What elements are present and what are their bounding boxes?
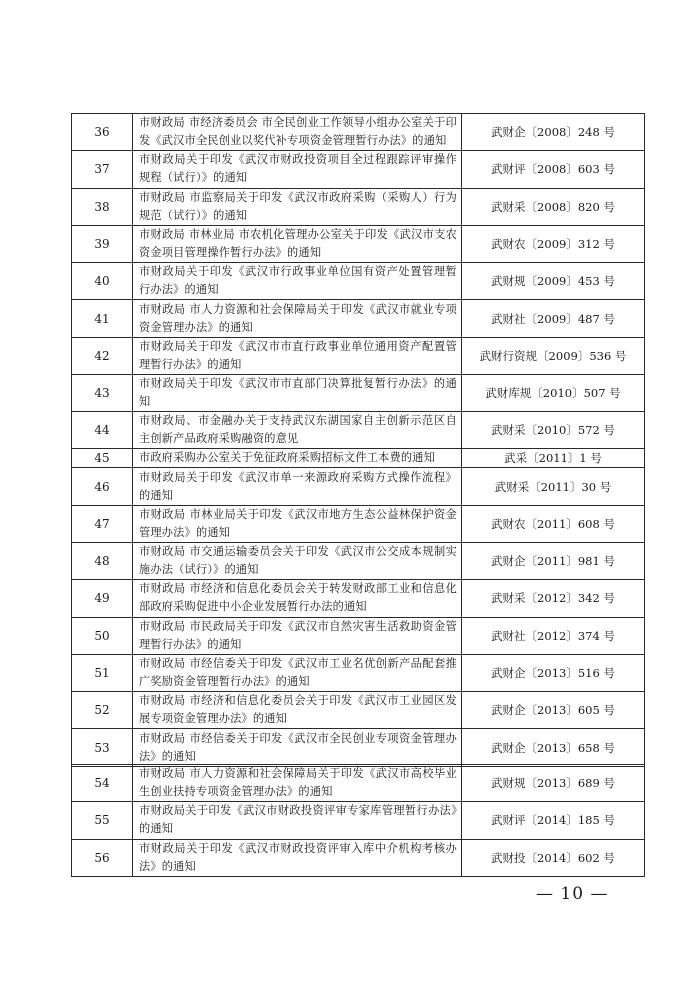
document-title: 市财政局 市经信委关于印发《武汉市工业名优创新产品配套推广奖励资金管理暂行办法》的通知: [133, 654, 462, 691]
document-code: 武财农〔2009〕312 号: [462, 225, 645, 262]
document-code: 武财评〔2008〕603 号: [462, 151, 645, 188]
document-table-bottom: [71, 764, 645, 877]
table-row: [72, 468, 645, 505]
row-number: 56: [72, 839, 133, 876]
row-number: 38: [72, 188, 133, 225]
document-code: 武财采〔2011〕30 号: [462, 468, 645, 505]
document-code: 武财采〔2012〕342 号: [462, 580, 645, 617]
row-number: 44: [72, 412, 133, 449]
document-code: 武财行资规〔2009〕536 号: [462, 337, 645, 374]
document-title: 市财政局、市金融办关于支持武汉东湖国家自主创新示范区自主创新产品政府采购融资的意见: [133, 412, 462, 449]
document-title: 市财政局关于印发《武汉市行政事业单位国有资产处置管理暂行办法》的通知: [133, 263, 462, 300]
row-number: 50: [72, 617, 133, 654]
document-title: 市财政局 市民政局关于印发《武汉市自然灾害生活救助资金管理暂行办法》的通知: [133, 617, 462, 654]
row-number: 48: [72, 542, 133, 579]
document-code: 武财评〔2014〕185 号: [462, 802, 645, 839]
document-code: 武财企〔2011〕981 号: [462, 542, 645, 579]
document-title: 市政府采购办公室关于免征政府采购招标文件工本费的通知: [133, 449, 462, 468]
table-row: [72, 654, 645, 691]
document-code: 武财农〔2011〕608 号: [462, 505, 645, 542]
row-number: 47: [72, 505, 133, 542]
document-code: 武财规〔2013〕689 号: [462, 765, 645, 802]
document-code: 武财库规〔2010〕507 号: [462, 375, 645, 412]
table-row: [72, 580, 645, 617]
document-code: 武财投〔2014〕602 号: [462, 839, 645, 876]
table-row: [72, 188, 645, 225]
document-title: 市财政局关于印发《武汉市单一来源政府采购方式操作流程》的通知: [133, 468, 462, 505]
row-number: 45: [72, 449, 133, 468]
row-number: 49: [72, 580, 133, 617]
document-title: 市财政局 市经济委员会 市全民创业工作领导小组办公室关于印发《武汉市全民创业以奖代补专项资金管理暂行办法》的通知: [133, 114, 462, 151]
document-title: 市财政局关于印发《武汉市市直部门决算批复暂行办法》的通知: [133, 375, 462, 412]
row-number: 53: [72, 729, 133, 766]
page-number: — 10 —: [536, 884, 609, 904]
table-row: [72, 692, 645, 729]
document-code: 武财采〔2010〕572 号: [462, 412, 645, 449]
row-number: 40: [72, 263, 133, 300]
document-code: 武财企〔2013〕516 号: [462, 654, 645, 691]
document-code: 武财采〔2008〕820 号: [462, 188, 645, 225]
document-title: 市财政局 市林业局 市农机化管理办公室关于印发《武汉市支农资金项目管理操作暂行办法》的通知: [133, 225, 462, 262]
document-title: 市财政局 市人力资源和社会保障局关于印发《武汉市高校毕业生创业扶持专项资金管理办法》的通知: [133, 765, 462, 802]
document-code: 武采〔2011〕1 号: [462, 449, 645, 468]
row-number: 36: [72, 114, 133, 151]
document-title: 市财政局 市监察局关于印发《武汉市政府采购（采购人）行为规范（试行）》的通知: [133, 188, 462, 225]
table-row: [72, 542, 645, 579]
document-table-top: [71, 113, 645, 767]
row-number: 52: [72, 692, 133, 729]
row-number: 54: [72, 765, 133, 802]
table-row: [72, 300, 645, 337]
document-code: 武财规〔2009〕453 号: [462, 263, 645, 300]
table-row: [72, 765, 645, 802]
table-row: [72, 449, 645, 468]
row-number: 55: [72, 802, 133, 839]
document-code: 武财社〔2012〕374 号: [462, 617, 645, 654]
document-title: 市财政局关于印发《武汉市财政投资评审入库中介机构考核办法》的通知: [133, 839, 462, 876]
table-row: [72, 617, 645, 654]
document-title: 市财政局关于印发《武汉市财政投资评审专家库管理暂行办法》的通知: [133, 802, 462, 839]
document-title: 市财政局 市经济和信息化委员会关于转发财政部工业和信息化部政府采购促进中小企业发展暂行办法的通知: [133, 580, 462, 617]
table-row: [72, 839, 645, 876]
table-row: [72, 505, 645, 542]
row-number: 41: [72, 300, 133, 337]
document-code: 武财社〔2009〕487 号: [462, 300, 645, 337]
document-title: 市财政局 市经信委关于印发《武汉市全民创业专项资金管理办法》的通知: [133, 729, 462, 766]
row-number: 43: [72, 375, 133, 412]
row-number: 39: [72, 225, 133, 262]
document-code: 武财企〔2008〕248 号: [462, 114, 645, 151]
document-title: 市财政局 市人力资源和社会保障局关于印发《武汉市就业专项资金管理办法》的通知: [133, 300, 462, 337]
table-row: [72, 263, 645, 300]
table-row: [72, 114, 645, 151]
row-number: 42: [72, 337, 133, 374]
table-row: [72, 337, 645, 374]
document-title: 市财政局 市经济和信息化委员会关于印发《武汉市工业园区发展专项资金管理办法》的通知: [133, 692, 462, 729]
table-row: [72, 412, 645, 449]
document-title: 市财政局关于印发《武汉市财政投资项目全过程跟踪评审操作规程（试行）》的通知: [133, 151, 462, 188]
document-title: 市财政局 市交通运输委员会关于印发《武汉市公交成本规制实施办法（试行）》的通知: [133, 542, 462, 579]
table-row: [72, 802, 645, 839]
row-number: 46: [72, 468, 133, 505]
table-row: [72, 375, 645, 412]
table-row: [72, 225, 645, 262]
document-title: 市财政局 市林业局关于印发《武汉市地方生态公益林保护资金管理办法》的通知: [133, 505, 462, 542]
document-title: 市财政局关于印发《武汉市市直行政事业单位通用资产配置管理暂行办法》的通知: [133, 337, 462, 374]
row-number: 51: [72, 654, 133, 691]
document-code: 武财企〔2013〕658 号: [462, 729, 645, 766]
document-code: 武财企〔2013〕605 号: [462, 692, 645, 729]
row-number: 37: [72, 151, 133, 188]
table-row: [72, 729, 645, 766]
table-row: [72, 151, 645, 188]
